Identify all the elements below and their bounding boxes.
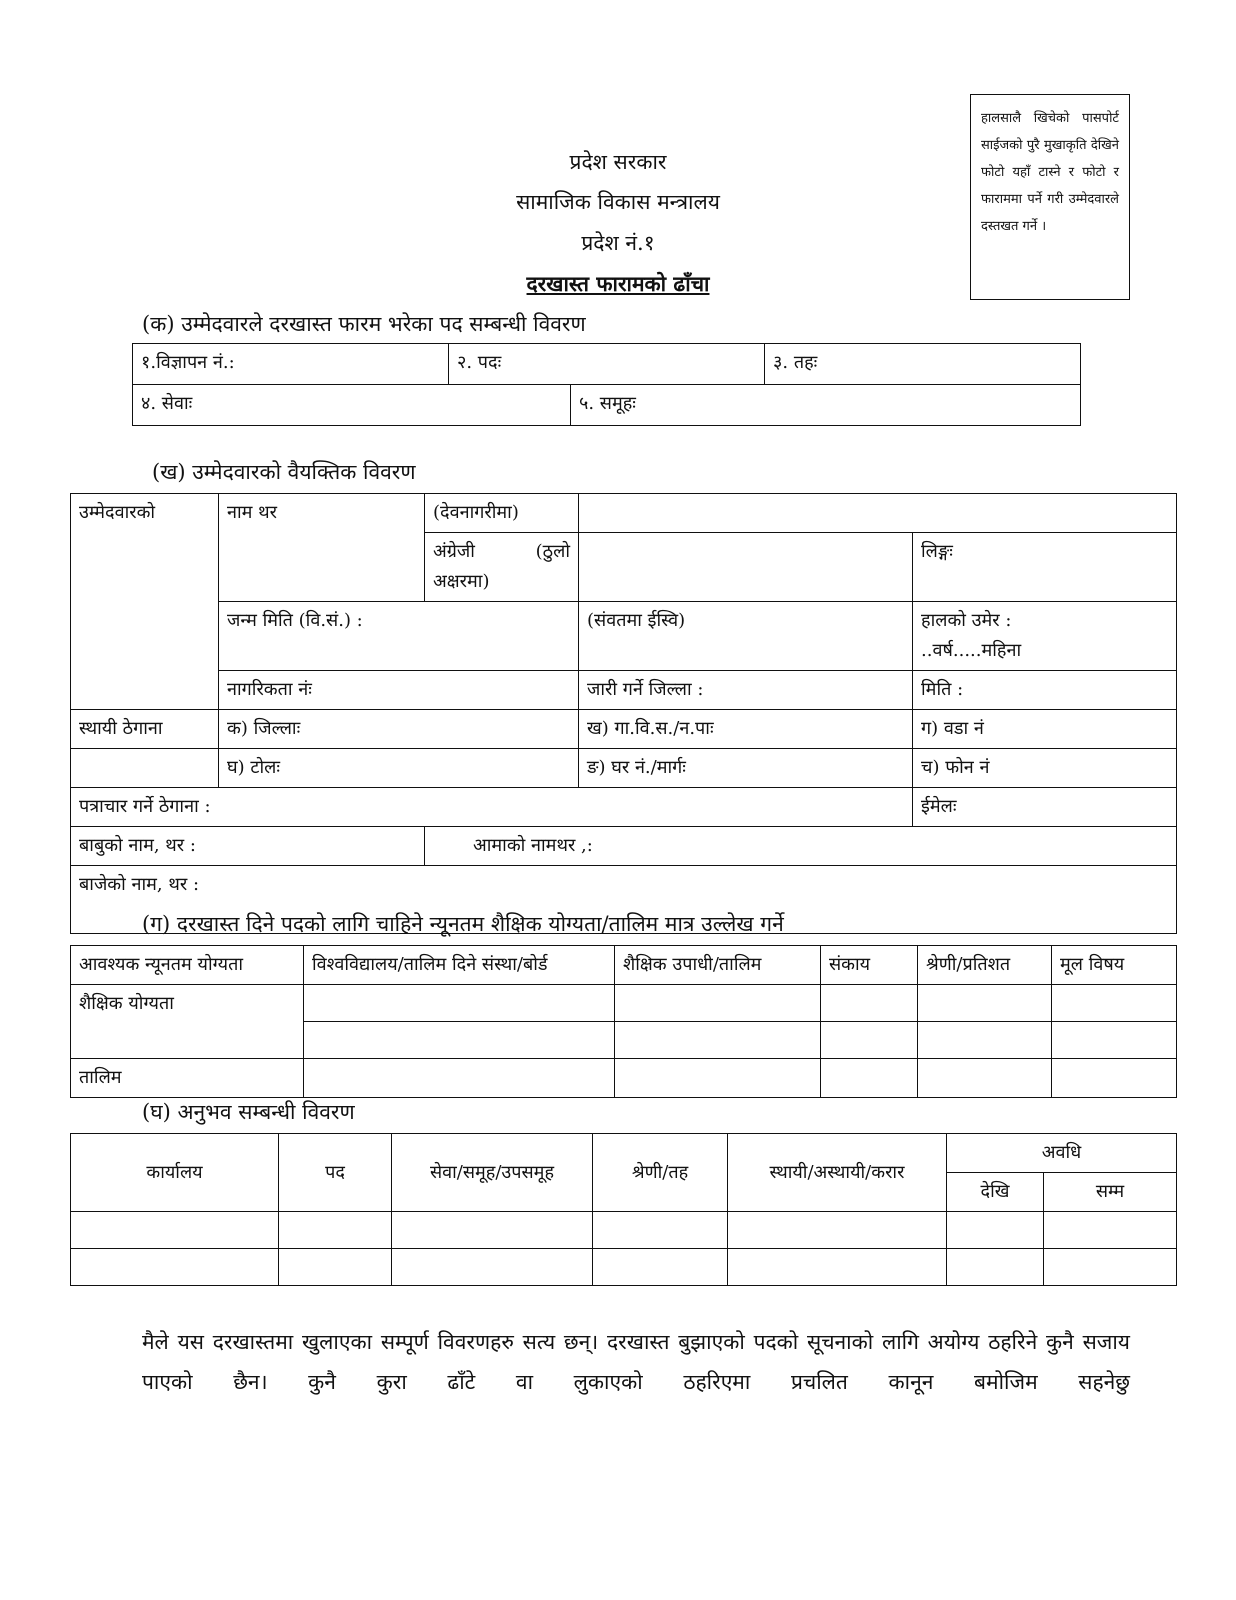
training-cell[interactable]: [615, 1059, 821, 1098]
post-details-table: [132, 343, 1081, 426]
citizenship-no-field[interactable]: नागरिकता नंः: [219, 671, 579, 710]
group-field[interactable]: ५. समूहः: [571, 385, 1081, 426]
exp-cell[interactable]: [392, 1212, 593, 1249]
exp-cell[interactable]: [392, 1249, 593, 1286]
age-field[interactable]: हालको उमेर : ..वर्ष.....महिना: [913, 602, 1177, 671]
col-institution: विश्वविद्यालय/तालिम दिने संस्था/बोर्ड: [304, 946, 615, 985]
mailing-address-field[interactable]: पत्राचार गर्ने ठेगाना :: [71, 788, 913, 827]
qualification-table: [70, 945, 1177, 1098]
col-faculty: संकाय: [821, 946, 918, 985]
training-label: तालिम: [71, 1059, 304, 1098]
photo-instruction: हालसालै खिचेको पासपोर्ट साईजको पुरै मुखाकृति देखिने फोटो यहाँ टास्ने र फोटो र फाराममा पर्ने गरी उम्मेदवारले दस्तखत गर्ने ।: [981, 111, 1119, 234]
service-field[interactable]: ४. सेवाः: [133, 385, 571, 426]
col-class-level: श्रेणी/तह: [593, 1134, 728, 1212]
exp-cell[interactable]: [71, 1212, 279, 1249]
name-label: नाम थर: [219, 494, 425, 602]
exp-cell[interactable]: [593, 1212, 728, 1249]
header-line-1: प्रदेश सरकार: [569, 150, 667, 174]
father-name-field[interactable]: बाबुको नाम, थर :: [71, 827, 425, 866]
advert-no-field[interactable]: १.विज्ञापन नं.:: [133, 344, 449, 385]
exp-cell[interactable]: [593, 1249, 728, 1286]
edu-cell[interactable]: [918, 985, 1052, 1022]
district-field[interactable]: क) जिल्लाः: [219, 710, 579, 749]
personal-details-table: [70, 493, 1177, 934]
col-major-subject: मूल विषय: [1052, 946, 1177, 985]
form-title: दरखास्त फारामको ढाँचा: [526, 271, 710, 296]
training-cell[interactable]: [918, 1059, 1052, 1098]
col-to: सम्म: [1044, 1173, 1177, 1212]
edu-cell[interactable]: [918, 1022, 1052, 1059]
edu-cell[interactable]: [304, 985, 615, 1022]
col-division: श्रेणी/प्रतिशत: [918, 946, 1052, 985]
exp-cell[interactable]: [1044, 1212, 1177, 1249]
level-field[interactable]: ३. तहः: [765, 344, 1081, 385]
permanent-address-label: स्थायी ठेगाना: [71, 710, 219, 749]
section-ka-heading: (क) उम्मेदवारले दरखास्त फारम भरेका पद सम्बन्धी विवरण: [142, 312, 586, 336]
mother-name-field[interactable]: आमाको नामथर ,:: [425, 827, 1177, 866]
training-cell[interactable]: [1052, 1059, 1177, 1098]
name-devanagari-field[interactable]: [579, 494, 1177, 533]
edu-cell[interactable]: [821, 1022, 918, 1059]
training-cell[interactable]: [304, 1059, 615, 1098]
header-line-2: सामाजिक विकास मन्त्रालय: [516, 190, 720, 214]
exp-cell[interactable]: [947, 1249, 1044, 1286]
col-from: देखि: [947, 1173, 1044, 1212]
edu-cell[interactable]: [821, 985, 918, 1022]
declaration-text: मैले यस दरखास्तमा खुलाएका सम्पूर्ण विवरणहरु सत्य छन्। दरखास्त बुझाएको पदको सूचनाको लागि अयोग्य ठहरिने कुनै सजाय पाएको छैन। कुनै कुरा ढाँटे वा लुकाएको ठहरिएमा प्रचलित कानून बमोजिम सहनेछु: [142, 1330, 1130, 1394]
candidate-label: उम्मेदवारको: [71, 494, 219, 710]
exp-cell[interactable]: [947, 1212, 1044, 1249]
exp-cell[interactable]: [279, 1249, 392, 1286]
col-degree: शैक्षिक उपाधी/तालिम: [615, 946, 821, 985]
vdc-field[interactable]: ख) गा.वि.स./न.पाः: [579, 710, 913, 749]
exp-cell[interactable]: [71, 1249, 279, 1286]
email-field[interactable]: ईमेलः: [913, 788, 1177, 827]
col-min-qualification: आवश्यक न्यूनतम योग्यता: [71, 946, 304, 985]
education-label: शैक्षिक योग्यता: [71, 985, 304, 1059]
section-kha-heading: (ख) उम्मेदवारको वैयक्तिक विवरण: [152, 460, 416, 484]
dob-bs-field[interactable]: जन्म मिति (वि.सं.) :: [219, 602, 579, 671]
devanagari-label: (देवनागरीमा): [425, 494, 579, 533]
edu-cell[interactable]: [304, 1022, 615, 1059]
edu-cell[interactable]: [1052, 985, 1177, 1022]
post-field[interactable]: २. पदः: [449, 344, 765, 385]
exp-cell[interactable]: [728, 1249, 947, 1286]
english-label: अंग्रेजी (ठुलो अक्षरमा): [425, 533, 579, 602]
ward-field[interactable]: ग) वडा नं: [913, 710, 1177, 749]
experience-table: [70, 1133, 1177, 1286]
exp-cell[interactable]: [728, 1212, 947, 1249]
gender-field[interactable]: लिङ्गः: [913, 533, 1177, 602]
dob-ad-field[interactable]: (संवतमा ईस्वि): [579, 602, 913, 671]
col-employment-type: स्थायी/अस्थायी/करार: [728, 1134, 947, 1212]
header-line-3: प्रदेश नं.१: [581, 231, 655, 255]
section-gha-heading: (घ) अनुभव सम्बन्धी विवरण: [142, 1100, 355, 1124]
issued-district-field[interactable]: जारी गर्ने जिल्ला :: [579, 671, 913, 710]
edu-cell[interactable]: [615, 985, 821, 1022]
col-office: कार्यालय: [71, 1134, 279, 1212]
col-post: पद: [279, 1134, 392, 1212]
phone-field[interactable]: च) फोन नं: [913, 749, 1177, 788]
name-english-field[interactable]: [579, 533, 913, 602]
issue-date-field[interactable]: मिति :: [913, 671, 1177, 710]
house-no-field[interactable]: ङ) घर नं./मार्गः: [579, 749, 913, 788]
address-blank-cell: [71, 749, 219, 788]
grandfather-name-field[interactable]: बाजेको नाम, थर :: [71, 866, 1177, 934]
tole-field[interactable]: घ) टोलः: [219, 749, 579, 788]
col-duration: अवधि: [947, 1134, 1177, 1173]
section-ga-heading: (ग) दरखास्त दिने पदको लागि चाहिने न्यूनतम शैक्षिक योग्यता/तालिम मात्र उल्लेख गर्ने: [142, 912, 784, 936]
exp-cell[interactable]: [279, 1212, 392, 1249]
training-cell[interactable]: [821, 1059, 918, 1098]
edu-cell[interactable]: [615, 1022, 821, 1059]
exp-cell[interactable]: [1044, 1249, 1177, 1286]
col-service-group: सेवा/समूह/उपसमूह: [392, 1134, 593, 1212]
edu-cell[interactable]: [1052, 1022, 1177, 1059]
